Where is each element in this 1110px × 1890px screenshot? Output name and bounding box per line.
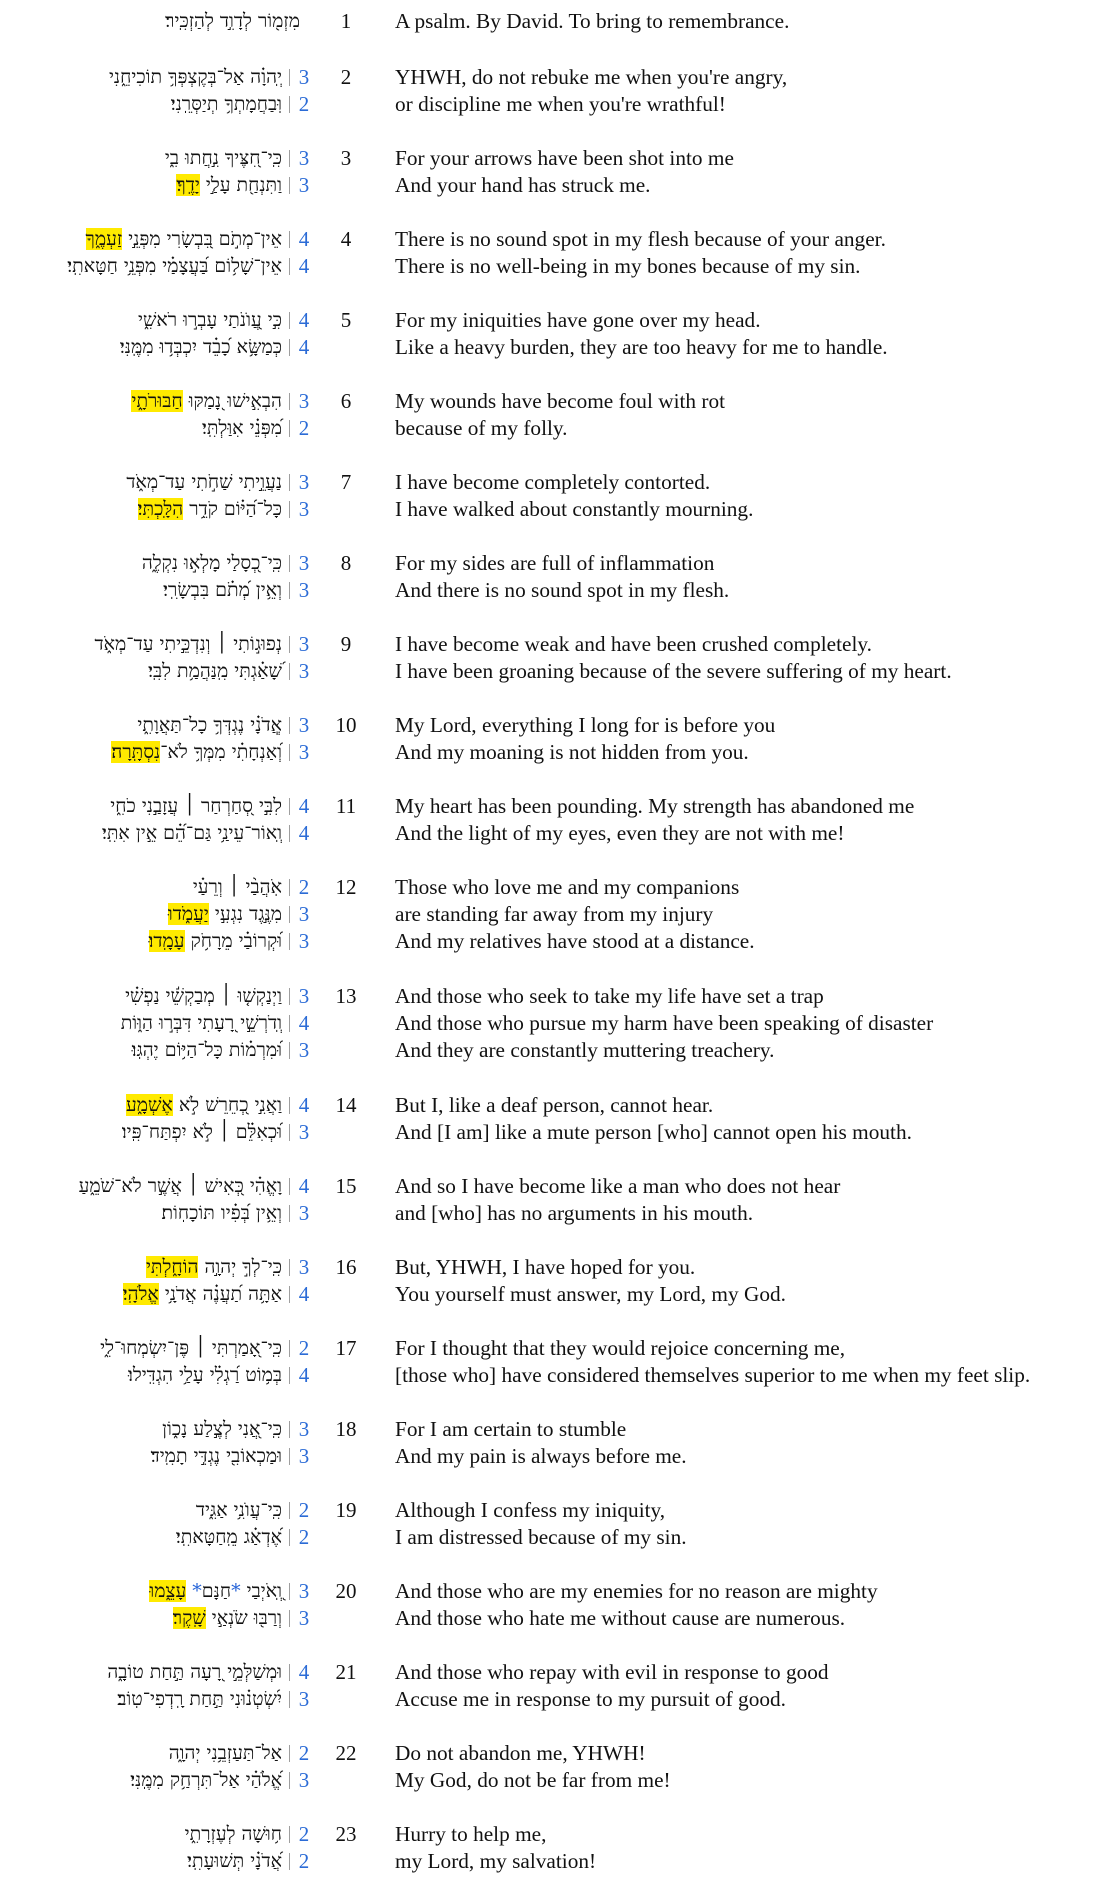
hebrew-line bbox=[0, 1659, 282, 1686]
stress-count: 4 bbox=[298, 335, 310, 359]
english-line: YHWH, do not rebuke me when you're angry, bbox=[395, 65, 788, 89]
hebrew-line bbox=[0, 1200, 282, 1227]
hebrew-text: וְאֵ֥ין מְ֝תֹ֗ם בִּבְשָׂרִֽי׃ bbox=[163, 579, 282, 601]
english-line: because of my folly. bbox=[395, 416, 568, 440]
colon-divider bbox=[289, 1286, 290, 1303]
hebrew-text: בְּמ֥וֹט רַ֝גְלִ֗י עָלַ֥י הִגְדִּֽילוּ׃ bbox=[127, 1364, 282, 1386]
hebrew-line bbox=[0, 631, 282, 658]
verse-block bbox=[0, 1173, 1110, 1227]
highlighted-word: שָֽׁקֶר׃ bbox=[172, 1607, 206, 1629]
english-line: my Lord, my salvation! bbox=[395, 1849, 597, 1873]
colon-divider bbox=[289, 1664, 290, 1681]
verse-number: 11 bbox=[335, 794, 357, 818]
hebrew-line bbox=[0, 739, 282, 766]
highlighted-word: זַעְמֶ֑ךָ bbox=[85, 228, 123, 250]
verse-block bbox=[0, 874, 1110, 955]
verse-block bbox=[0, 145, 1110, 199]
verse-block bbox=[0, 1254, 1110, 1308]
colon-divider bbox=[289, 1853, 290, 1870]
english-line: My God, do not be far from me! bbox=[395, 1768, 671, 1792]
english-line: Hurry to help me, bbox=[395, 1822, 547, 1846]
english-line: I have walked about constantly mourning. bbox=[395, 497, 754, 521]
stress-count: 3 bbox=[298, 1579, 310, 1603]
english-line: For my sides are full of inflammation bbox=[395, 551, 715, 575]
hebrew-line bbox=[0, 1740, 282, 1767]
verse-block bbox=[0, 64, 1110, 118]
colon-divider bbox=[289, 1015, 290, 1032]
english-line: And your hand has struck me. bbox=[395, 173, 651, 197]
hebrew-text: כִּֽי־אָ֭מַרְתִּי ׀ פֶּן־יִשְׂמְחוּ־לִ֑י bbox=[100, 1337, 282, 1359]
hebrew-text: וּמְשַׁלְּמֵ֣י רָ֭עָה תַּ֣חַת טוֹבָ֑ה bbox=[107, 1661, 282, 1683]
verse-number: 14 bbox=[335, 1093, 357, 1117]
stress-count: 2 bbox=[298, 1741, 310, 1765]
verse-number: 16 bbox=[335, 1255, 357, 1279]
english-line: Like a heavy burden, they are too heavy for me to handle. bbox=[395, 335, 888, 359]
colon-divider bbox=[289, 1259, 290, 1276]
hebrew-line bbox=[0, 1821, 282, 1848]
colon-divider bbox=[289, 1448, 290, 1465]
verse-number: 21 bbox=[335, 1660, 357, 1684]
stress-count: 4 bbox=[298, 254, 310, 278]
hebrew-line bbox=[0, 1010, 282, 1037]
hebrew-text: מִזְמ֖וֹר לְדָוִ֣ד לְהַזְכִּֽיר׃ bbox=[165, 10, 300, 32]
colon-divider bbox=[289, 150, 290, 167]
hebrew-text: וְרַבּ֖וּ שֹׂנְאַ֣י bbox=[205, 1607, 282, 1629]
verse-block bbox=[0, 631, 1110, 685]
hebrew-line bbox=[0, 983, 282, 1010]
english-line: For I am certain to stumble bbox=[395, 1417, 627, 1441]
colon-divider bbox=[289, 1124, 290, 1141]
hebrew-line bbox=[0, 1416, 282, 1443]
colon-divider bbox=[289, 1178, 290, 1195]
highlighted-word: אֶשְׁמָ֑ע bbox=[125, 1094, 173, 1116]
colon-divider bbox=[289, 798, 290, 815]
hebrew-line bbox=[0, 1281, 282, 1308]
stress-count: 3 bbox=[298, 1768, 310, 1792]
hebrew-line bbox=[0, 901, 282, 928]
english-line: And those who hate me without cause are numerous. bbox=[395, 1606, 846, 1630]
stress-count: 3 bbox=[298, 713, 310, 737]
highlighted-word: עָצֵ֑מוּ bbox=[149, 1580, 187, 1602]
hebrew-text: נַעֲוֵ֣יתִי שַׁחֹ֣תִי עַד־מְאֹ֑ד bbox=[126, 471, 282, 493]
stress-count: 3 bbox=[298, 1444, 310, 1468]
hebrew-line bbox=[0, 1443, 282, 1470]
verse-number: 17 bbox=[335, 1336, 357, 1360]
colon-divider bbox=[289, 663, 290, 680]
highlighted-word: חַבּוּרֹתָ֑י bbox=[131, 390, 183, 412]
stress-count: 3 bbox=[298, 146, 310, 170]
hebrew-text: וּמַכְאוֹבִ֖י נֶגְדִּ֣י תָמִֽיד׃ bbox=[150, 1445, 282, 1467]
verse-block bbox=[0, 307, 1110, 361]
hebrew-text: כִּֽי־כְ֭סָלַי מָלְא֣וּ נִקְלֶ֑ה bbox=[141, 552, 282, 574]
hebrew-line bbox=[0, 1362, 282, 1389]
english-line: And so I have become like a man who does not hear bbox=[395, 1174, 841, 1198]
stress-count: 3 bbox=[298, 1120, 310, 1144]
verse-number: 9 bbox=[340, 632, 352, 656]
english-line: For I thought that they would rejoice concerning me, bbox=[395, 1336, 846, 1360]
colon-divider bbox=[289, 258, 290, 275]
hebrew-text: * bbox=[192, 1580, 202, 1602]
colon-divider bbox=[289, 1097, 290, 1114]
colon-divider bbox=[289, 1772, 290, 1789]
stress-count: 3 bbox=[298, 497, 310, 521]
stress-count: 2 bbox=[298, 92, 310, 116]
hebrew-text: וּ֝מִרְמ֗וֹת כָּל־הַיּ֥וֹם יֶהְגּֽוּ׃ bbox=[131, 1039, 282, 1061]
hebrew-text: הִבְאִ֣ישׁוּ נָ֭מַקּוּ bbox=[182, 390, 282, 412]
english-line: Do not abandon me, YHWH! bbox=[395, 1741, 646, 1765]
hebrew-line bbox=[0, 577, 282, 604]
verse-block bbox=[0, 388, 1110, 442]
hebrew-text: נְפוּג֣וֹתִי ׀ וְנִדְכֵּ֣יתִי עַד־מְאֹ֑ד bbox=[94, 633, 282, 655]
hebrew-line bbox=[0, 1848, 282, 1875]
highlighted-word: יַעֲמֹ֑דוּ bbox=[167, 903, 209, 925]
hebrew-text: * bbox=[231, 1580, 241, 1602]
hebrew-line bbox=[0, 820, 282, 847]
english-line: There is no sound spot in my flesh because of your anger. bbox=[395, 227, 886, 251]
colon-divider bbox=[289, 933, 290, 950]
stress-count: 3 bbox=[298, 65, 310, 89]
hebrew-text: וְאֵ֥ין בְּ֝פִ֗יו תּוֹכָחֽוֹת׃ bbox=[161, 1202, 282, 1224]
colon-divider bbox=[289, 1502, 290, 1519]
stress-count: 3 bbox=[298, 632, 310, 656]
highlighted-word: אֱלֹהָֽי׃ bbox=[122, 1283, 159, 1305]
hebrew-line bbox=[0, 1605, 282, 1632]
english-line: Although I confess my iniquity, bbox=[395, 1498, 666, 1522]
hebrew-line bbox=[0, 1092, 282, 1119]
hebrew-line bbox=[0, 550, 282, 577]
hebrew-text: אַתָּ֥ה תַ֝עֲנֶ֗ה אֲדֹנָ֥י bbox=[158, 1283, 282, 1305]
verse-block bbox=[0, 1416, 1110, 1470]
english-line: For my iniquities have gone over my head. bbox=[395, 308, 761, 332]
stress-count: 3 bbox=[298, 902, 310, 926]
hebrew-text: אֵין־מְתֹ֣ם בִּ֭בְשָׂרִי מִפְּנֵ֣י bbox=[122, 228, 282, 250]
hebrew-line bbox=[0, 1173, 282, 1200]
hebrew-text: וְ֝אַנְחָתִ֗י מִמְּךָ֥ לֹא־ bbox=[160, 741, 282, 763]
verse-block bbox=[0, 1335, 1110, 1389]
colon-divider bbox=[289, 879, 290, 896]
hebrew-text: כִּֽי־חִ֭צֶּיךָ נִ֣חֲתוּ בִ֑י bbox=[164, 147, 282, 169]
english-line: And those who are my enemies for no reason are mighty bbox=[395, 1579, 878, 1603]
hebrew-text: וּ֝קְרוֹבַ֗י מֵרָחֹ֥ק bbox=[184, 930, 282, 952]
colon-divider bbox=[289, 231, 290, 248]
verse-number: 19 bbox=[335, 1498, 357, 1522]
colon-divider bbox=[289, 906, 290, 923]
hebrew-text: אֶ֝דְאַ֗ג מֵֽחַטָּאתִֽי׃ bbox=[175, 1526, 282, 1548]
stress-count: 2 bbox=[298, 875, 310, 899]
stress-count: 3 bbox=[298, 659, 310, 683]
verse-number: 13 bbox=[335, 984, 357, 1008]
hebrew-text: וָאֱהִ֗י כְּ֭אִישׁ ׀ אֲשֶׁ֣ר לֹא־שֹׁמֵ֑עַ bbox=[78, 1175, 282, 1197]
verse-block bbox=[0, 550, 1110, 604]
hebrew-text: אֲֽדֹנָ֗י נֶגְדְּךָ֥ כָל־תַּאֲוָתִ֑י bbox=[137, 714, 282, 736]
english-line: My wounds have become foul with rot bbox=[395, 389, 726, 413]
english-line: But, YHWH, I have hoped for you. bbox=[395, 1255, 696, 1279]
colon-divider bbox=[289, 717, 290, 734]
colon-divider bbox=[289, 1042, 290, 1059]
hebrew-text: וַיְנַקְשׁ֤וּ ׀ מְבַקְשֵׁ֬י נַפְשִׁ֗י bbox=[125, 985, 282, 1007]
hebrew-text: וּֽבַחֲמָתְךָ֥ תְיַסְּרֵֽנִי׃ bbox=[170, 93, 282, 115]
english-line: And my pain is always before me. bbox=[395, 1444, 687, 1468]
colon-divider bbox=[289, 1205, 290, 1222]
hebrew-text: וּ֝כְאִלֵּ֗ם ׀ לֹ֣א יִפְתַּח־פִּֽיו׃ bbox=[121, 1121, 282, 1143]
hebrew-text: כָּל־הַ֝יּ֗וֹם קֹדֵ֥ר bbox=[183, 498, 282, 520]
hebrew-line bbox=[0, 1524, 282, 1551]
verse-number: 5 bbox=[340, 308, 352, 332]
verse-block bbox=[0, 1740, 1110, 1794]
verse-number: 1 bbox=[340, 9, 352, 33]
colon-divider bbox=[289, 339, 290, 356]
english-line: I have become completely contorted. bbox=[395, 470, 711, 494]
verse-block bbox=[0, 793, 1110, 847]
hebrew-line bbox=[0, 8, 300, 35]
stress-count: 4 bbox=[298, 1363, 310, 1387]
hebrew-line bbox=[0, 712, 282, 739]
english-line: And those who seek to take my life have set a trap bbox=[395, 984, 824, 1008]
stress-count: 3 bbox=[298, 173, 310, 197]
hebrew-line bbox=[0, 874, 282, 901]
stress-count: 4 bbox=[298, 821, 310, 845]
english-line: Those who love me and my companions bbox=[395, 875, 740, 899]
stress-count: 3 bbox=[298, 1255, 310, 1279]
colon-divider bbox=[289, 1610, 290, 1627]
stress-count: 3 bbox=[298, 470, 310, 494]
stress-count: 4 bbox=[298, 308, 310, 332]
verse-number: 18 bbox=[335, 1417, 357, 1441]
hebrew-text: אַל־תַּעַזְבֵ֥נִי יְהוָ֑ה bbox=[168, 1742, 282, 1764]
hebrew-text: ח֥וּשָׁה לְעֶזְרָתִ֑י bbox=[184, 1823, 282, 1845]
stress-count: 4 bbox=[298, 1011, 310, 1035]
english-line: And my relatives have stood at a distance. bbox=[395, 929, 755, 953]
highlighted-word: יָדֶֽךָ׃ bbox=[176, 174, 200, 196]
hebrew-text: וְֽאוֹר־עֵינַ֥י גַּם־הֵ֝֗ם אֵ֣ין אִתִּֽי׃ bbox=[101, 822, 282, 844]
stress-count: 4 bbox=[298, 1174, 310, 1198]
hebrew-text: שָׁ֝אַ֗גְתִּי מִֽנַּהֲמַ֥ת לִבִּֽי׃ bbox=[147, 660, 282, 682]
hebrew-text: כְּמַשָּׂ֥א כָ֝בֵ֗ד יִכְבְּד֥וּ מִמֶּֽנִּי׃ bbox=[119, 336, 282, 358]
english-line: I have become weak and have been crushed completely. bbox=[395, 632, 872, 656]
colon-divider bbox=[289, 825, 290, 842]
colon-divider bbox=[289, 636, 290, 653]
hebrew-line bbox=[0, 1578, 282, 1605]
verse-number: 7 bbox=[340, 470, 352, 494]
verse-block bbox=[0, 983, 1110, 1064]
english-line: You yourself must answer, my Lord, my God. bbox=[395, 1282, 786, 1306]
verse-number: 2 bbox=[340, 65, 352, 89]
english-line: My Lord, everything I long for is before you bbox=[395, 713, 776, 737]
colon-divider bbox=[289, 177, 290, 194]
hebrew-text: כִּ֣י עֲ֭וֺנֹתַי עָבְר֣וּ רֹאשִׁ֑י bbox=[137, 309, 282, 331]
english-line: For your arrows have been shot into me bbox=[395, 146, 734, 170]
hebrew-text: יְֽהוָ֗ה אַל־בְּקֶצְפְּךָ֥ תוֹכִיחֵ֑נִי bbox=[108, 66, 282, 88]
english-line: And there is no sound spot in my flesh. bbox=[395, 578, 730, 602]
verse-number: 6 bbox=[340, 389, 352, 413]
colon-divider bbox=[289, 582, 290, 599]
hebrew-text: כִּֽי־אֲ֭נִי לְצֶ֣לַע נָכ֑וֹן bbox=[162, 1418, 282, 1440]
hebrew-line bbox=[0, 496, 282, 523]
colon-divider bbox=[289, 1340, 290, 1357]
stress-count: 2 bbox=[298, 1525, 310, 1549]
stress-count: 4 bbox=[298, 1660, 310, 1684]
hebrew-text: יִ֝שְׂטְנ֗וּנִי תַּ֣חַת רָֽדְפִי־טֽוֹב׃ bbox=[117, 1688, 282, 1710]
stress-count: 3 bbox=[298, 1606, 310, 1630]
colon-divider bbox=[289, 474, 290, 491]
stress-count: 3 bbox=[298, 1417, 310, 1441]
english-line: And my moaning is not hidden from you. bbox=[395, 740, 749, 764]
verse-block bbox=[0, 1497, 1110, 1551]
verse-block bbox=[0, 1578, 1110, 1632]
hebrew-line bbox=[0, 1767, 282, 1794]
colon-divider bbox=[289, 1583, 290, 1600]
hebrew-line bbox=[0, 334, 282, 361]
hebrew-line bbox=[0, 415, 282, 442]
verse-number: 10 bbox=[335, 713, 357, 737]
english-line: Accuse me in response to my pursuit of good. bbox=[395, 1687, 786, 1711]
hebrew-text: כִּֽי־לְךָ֣ יְהוָ֣ה bbox=[198, 1256, 282, 1278]
colon-divider bbox=[289, 1826, 290, 1843]
hebrew-line bbox=[0, 1686, 282, 1713]
stress-count: 3 bbox=[298, 1038, 310, 1062]
hebrew-line bbox=[0, 253, 282, 280]
english-line: A psalm. By David. To bring to remembrance. bbox=[395, 9, 790, 33]
verse-block bbox=[0, 712, 1110, 766]
hebrew-line bbox=[0, 793, 282, 820]
hebrew-line bbox=[0, 64, 282, 91]
stress-count: 4 bbox=[298, 794, 310, 818]
hebrew-text: אֵין־שָׁל֥וֹם בַּ֝עֲצָמַ֗י מִפְּנֵ֥י חַטָּאתִֽי׃ bbox=[67, 255, 282, 277]
stress-count: 4 bbox=[298, 1282, 310, 1306]
stress-count: 3 bbox=[298, 551, 310, 575]
verse-block bbox=[0, 226, 1110, 280]
colon-divider bbox=[289, 1367, 290, 1384]
verse-number: 22 bbox=[335, 1741, 357, 1765]
hebrew-line bbox=[0, 388, 282, 415]
english-line: And [I am] like a mute person [who] cannot open his mouth. bbox=[395, 1120, 912, 1144]
hebrew-text: וְֽ֭אֹיְבַי bbox=[240, 1580, 282, 1602]
colon-divider bbox=[289, 744, 290, 761]
hebrew-line bbox=[0, 658, 282, 685]
stress-count: 2 bbox=[298, 1336, 310, 1360]
hebrew-line bbox=[0, 172, 282, 199]
highlighted-word: הוֹחָ֑לְתִּי bbox=[145, 1256, 199, 1278]
highlighted-word: עָמָֽדוּ׃ bbox=[148, 930, 185, 952]
verse-number: 15 bbox=[335, 1174, 357, 1198]
colon-divider bbox=[289, 555, 290, 572]
hebrew-text: אֹֽהֲבַ֨י ׀ וְרֵעַ֗י bbox=[192, 876, 282, 898]
colon-divider bbox=[289, 420, 290, 437]
colon-divider bbox=[289, 501, 290, 518]
hebrew-text: אֲ֝דֹנָ֗י תְּשׁוּעָתִֽי׃ bbox=[187, 1850, 282, 1872]
colon-divider bbox=[289, 1691, 290, 1708]
english-line: I am distressed because of my sin. bbox=[395, 1525, 687, 1549]
verse-block bbox=[0, 1821, 1110, 1875]
stress-count: 4 bbox=[298, 1093, 310, 1117]
english-line: I have been groaning because of the severe suffering of my heart. bbox=[395, 659, 952, 683]
english-line: [those who] have considered themselves superior to me when my feet slip. bbox=[395, 1363, 1031, 1387]
hebrew-line bbox=[0, 928, 282, 955]
hebrew-text: מִנֶּ֣גֶד נִגְעִ֣י bbox=[208, 903, 282, 925]
stress-count: 3 bbox=[298, 984, 310, 1008]
english-line: There is no well-being in my bones because of my sin. bbox=[395, 254, 861, 278]
english-line: and [who] has no arguments in his mouth. bbox=[395, 1201, 754, 1225]
colon-divider bbox=[289, 312, 290, 329]
verse-block bbox=[0, 469, 1110, 523]
colon-divider bbox=[289, 69, 290, 86]
verse-block bbox=[0, 8, 1110, 35]
hebrew-text: לִבִּ֣י סְ֭חַרְחַר ׀ עֲזָבַ֣נִי כֹחִ֑י bbox=[110, 795, 282, 817]
hebrew-line bbox=[0, 307, 282, 334]
verse-number: 23 bbox=[335, 1822, 357, 1846]
hebrew-text: מִ֝פְּנֵ֗י אִוַּלְתִּֽי׃ bbox=[201, 417, 282, 439]
stress-count: 3 bbox=[298, 578, 310, 602]
stress-count: 2 bbox=[298, 416, 310, 440]
hebrew-line bbox=[0, 226, 282, 253]
colon-divider bbox=[289, 988, 290, 1005]
stress-count: 3 bbox=[298, 740, 310, 764]
colon-divider bbox=[289, 96, 290, 113]
stress-count: 2 bbox=[298, 1849, 310, 1873]
stress-count: 3 bbox=[298, 389, 310, 413]
hebrew-line bbox=[0, 145, 282, 172]
hebrew-line bbox=[0, 1497, 282, 1524]
stress-count: 2 bbox=[298, 1498, 310, 1522]
hebrew-line bbox=[0, 1335, 282, 1362]
hebrew-text: וַאֲנִ֣י כְ֭חֵרֵשׁ לֹ֣א bbox=[172, 1094, 282, 1116]
verse-number: 12 bbox=[335, 875, 357, 899]
hebrew-text: וְֽדֹרְשֵׁ֣י רָ֭עָתִי דִּבְּר֣וּ הַוּ֑וֹת bbox=[120, 1012, 282, 1034]
english-line: But I, like a deaf person, cannot hear. bbox=[395, 1093, 714, 1117]
stress-count: 3 bbox=[298, 1687, 310, 1711]
colon-divider bbox=[289, 1745, 290, 1762]
stress-count: 2 bbox=[298, 1822, 310, 1846]
colon-divider bbox=[289, 1529, 290, 1546]
highlighted-word: הִלָּֽכְתִּי׃ bbox=[137, 498, 184, 520]
verse-number: 20 bbox=[335, 1579, 357, 1603]
english-line: are standing far away from my injury bbox=[395, 902, 714, 926]
english-line: And those who repay with evil in response to good bbox=[395, 1660, 829, 1684]
verse-number: 3 bbox=[340, 146, 352, 170]
hebrew-text: חַנָּם bbox=[201, 1580, 232, 1602]
verse-number: 4 bbox=[340, 227, 352, 251]
stress-count: 3 bbox=[298, 929, 310, 953]
english-line: And those who pursue my harm have been speaking of disaster bbox=[395, 1011, 934, 1035]
hebrew-line bbox=[0, 1254, 282, 1281]
stress-count: 3 bbox=[298, 1201, 310, 1225]
verse-block bbox=[0, 1092, 1110, 1146]
hebrew-line bbox=[0, 1037, 282, 1064]
hebrew-line bbox=[0, 91, 282, 118]
colon-divider bbox=[289, 393, 290, 410]
english-line: or discipline me when you're wrathful! bbox=[395, 92, 726, 116]
hebrew-text: כִּֽי־עֲוֺנִ֥י אַגִּ֑יד bbox=[195, 1499, 282, 1521]
stress-count: 4 bbox=[298, 227, 310, 251]
colon-divider bbox=[289, 1421, 290, 1438]
hebrew-line bbox=[0, 1119, 282, 1146]
hebrew-text: אֱ֝לֹהַ֗י אַל־תִּרְחַ֥ק מִמֶּֽנִּי׃ bbox=[130, 1769, 282, 1791]
verse-block bbox=[0, 1659, 1110, 1713]
verse-number: 8 bbox=[340, 551, 352, 575]
highlighted-word: נִסְתָּֽרָה׃ bbox=[111, 741, 161, 763]
hebrew-line bbox=[0, 469, 282, 496]
english-line: And the light of my eyes, even they are not with me! bbox=[395, 821, 845, 845]
hebrew-text: וַתִּנְחַ֖ת עָלַ֣י bbox=[199, 174, 282, 196]
english-line: My heart has been pounding. My strength has abandoned me bbox=[395, 794, 915, 818]
english-line: And they are constantly muttering treachery. bbox=[395, 1038, 775, 1062]
